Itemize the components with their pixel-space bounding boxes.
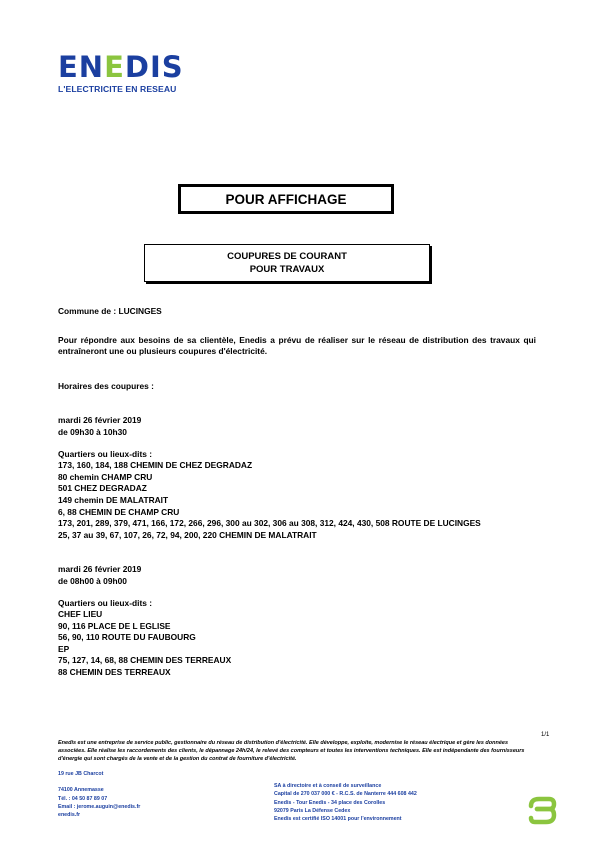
lieu-item: 173, 201, 289, 379, 471, 166, 172, 266, 296, 300 au 302, 306 au 308, 312, 424, 430, 508 ROUTE DE LUCINGES [58, 518, 481, 529]
enedis-e-logo-icon [527, 796, 557, 826]
title-box: POUR AFFICHAGE [178, 184, 394, 214]
footer-corp-line4: 92079 Paris La Défense Cedex [274, 807, 351, 814]
page-number: 1/1 [541, 732, 550, 738]
footer-legal-text: Enedis est une entreprise de service public, gestionnaire du réseau de distribution d'électricité. Elle développe, exploite, modernise le réseau électrique et gère les données associées. Elle réalise les raccordements des clients, le dépannage 24h/24, le relevé des compteurs et toutes les interventions techniques. Elle est indépendante des fournisseurs d'énergie qui sont chargés de la vente et de la gestion du contrat de fourniture d'électricité. [58, 740, 525, 762]
lieu-item: 88 CHEMIN DES TERREAUX [58, 667, 171, 678]
lieu-item: 149 chemin DE MALATRAIT [58, 494, 169, 505]
logo-tagline: L'ELECTRICITE EN RESEAU [58, 84, 177, 94]
logo-word-accent: E [104, 50, 125, 84]
subtitle-line2: POUR TRAVAUX [249, 264, 325, 275]
logo-word-part1: EN [58, 50, 105, 84]
coupure-time: de 08h00 à 09h00 [58, 575, 127, 586]
lieu-item: EP [58, 643, 70, 654]
lieu-item: CHEF LIEU [58, 609, 103, 620]
lieu-item: 501 CHEZ DEGRADAZ [58, 483, 147, 494]
notice-content [58, 306, 536, 679]
footer-corp-line2: Capital de 270 037 000 € - R.C.S. de Nanterre 444 608 442 [274, 791, 417, 798]
lieu-item: 173, 160, 184, 188 CHEMIN DE CHEZ DEGRADAZ [58, 460, 253, 471]
logo-wordmark [58, 52, 184, 82]
quartiers-label: Quartiers ou lieux-dits : [58, 448, 153, 459]
intro-paragraph: Pour répondre aux besoins de sa clientèle, Enedis a prévu de réaliser sur le réseau de distribution des travaux qui entraîneront une ou plusieurs coupures d'électricité. [58, 334, 536, 357]
coupure-block-2 [58, 564, 536, 678]
coupure-date: mardi 26 février 2019 [58, 564, 142, 575]
lieu-item: 90, 116 PLACE DE L EGLISE [58, 620, 171, 631]
footer-corp-line1: SA à directoire et à conseil de surveillance [274, 783, 382, 789]
footer-phone: Tél. : 04 50 87 89 07 [58, 795, 108, 802]
lieu-item: 80 chemin CHAMP CRU [58, 471, 153, 482]
footer-website[interactable]: enedis.fr [58, 812, 81, 819]
lieu-item: 6, 88 CHEMIN DE CHAMP CRU [58, 506, 180, 517]
footer-corporate [274, 782, 417, 823]
coupure-block-1 [58, 415, 536, 541]
lieu-item: 25, 37 au 39, 67, 107, 26, 72, 94, 200, 220 CHEMIN DE MALATRAIT [58, 529, 317, 540]
lieu-item: 75, 127, 14, 68, 88 CHEMIN DES TERREAUX [58, 655, 232, 666]
coupure-time: de 09h30 à 10h30 [58, 426, 127, 437]
logo-word-part2: DIS [124, 50, 184, 84]
horaires-label: Horaires des coupures : [58, 380, 154, 391]
footer-contact [58, 770, 140, 819]
quartiers-label: Quartiers ou lieux-dits : [58, 597, 153, 608]
footer-email[interactable]: Email : jerome.auguin@enedis.fr [58, 803, 141, 810]
coupure-date: mardi 26 février 2019 [58, 415, 142, 426]
enedis-logo [58, 52, 184, 94]
footer-corp-line5: Enedis est certifié ISO 14001 pour l'environnement [274, 816, 402, 823]
footer-address-line2: 74100 Annemasse [58, 787, 104, 794]
lieu-item: 56, 90, 110 ROUTE DU FAUBOURG [58, 632, 196, 643]
subtitle-box [144, 244, 430, 282]
footer-corp-line3: Enedis - Tour Enedis - 34 place des Corolles [274, 799, 386, 806]
footer-address-line1: 19 rue JB Charcot [58, 771, 104, 777]
commune-line: Commune de : LUCINGES [58, 306, 162, 316]
subtitle-line1: COUPURES DE COURANT [227, 251, 347, 262]
